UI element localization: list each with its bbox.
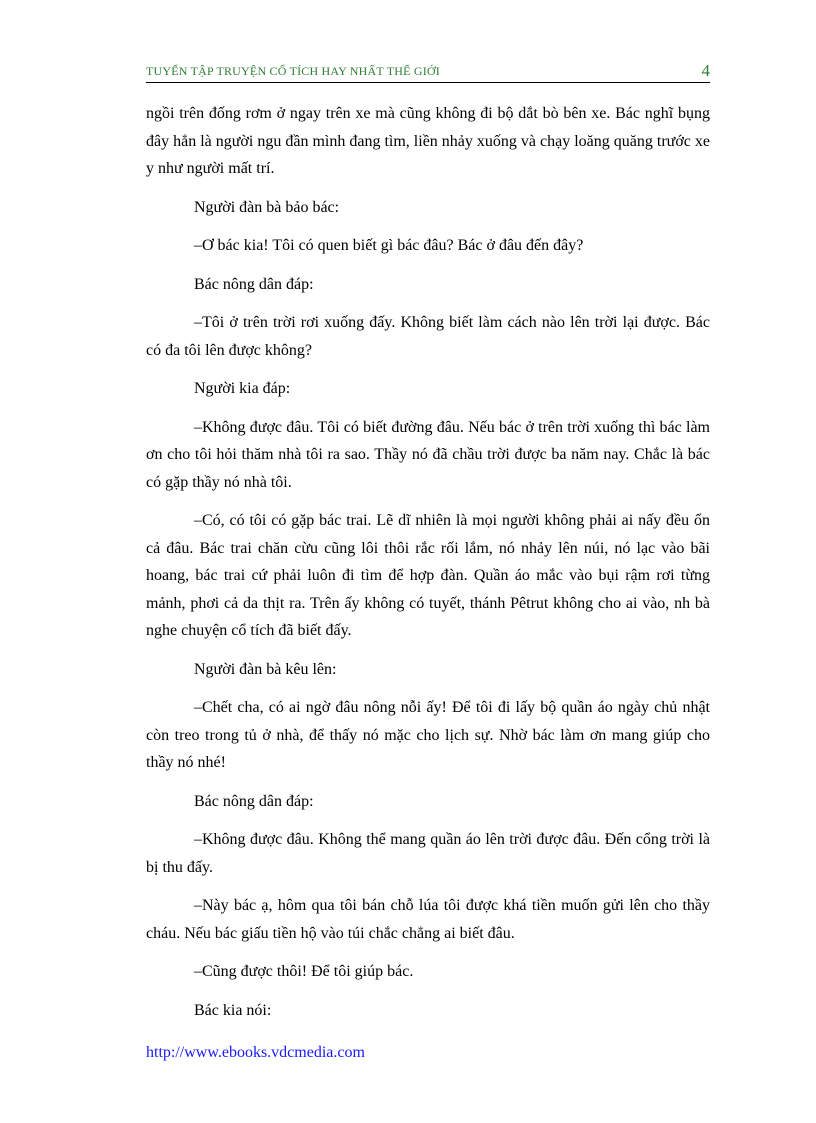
paragraph: –Ơ bác kia! Tôi có quen biết gì bác đâu? Bác ở đâu đến đây? — [194, 237, 584, 254]
book-title: TUYỂN TẬP TRUYỆN CỔ TÍCH HAY NHẤT THẾ GIỚI — [146, 64, 440, 78]
footer-url-link[interactable]: http://www.ebooks.vdcmedia.com — [146, 1044, 365, 1061]
paragraph: Bác nông dân đáp: — [194, 275, 314, 293]
paragraph: –Có, có tôi có gặp bác trai. Lẽ dĩ nhiên là mọi người không phải ai nấy đều ổn cả đâu. Bác trai chăn cừu cũng lôi thôi rắc rối lắm, nó nhảy lên núi, nó lạc vào bãi hoang, bác trai cứ phải luôn đi tìm để hợp đàn. Quần áo mắc vào bụi rậm rơi từng mảnh, phơi cả da thịt ra. Trên ấy không có tuyết, thánh Pêtrut không cho ai vào, nh bà nghe chuyện cổ tích đã biết đấy. — [146, 512, 710, 639]
paragraph: –Này bác ạ, hôm qua tôi bán chỗ lúa tôi được khá tiền muốn gửi lên cho thầy cháu. Nếu bác giấu tiền hộ vào túi chắc chẳng ai biết đâu. — [146, 897, 710, 942]
paragraph: Bác kia nói: — [194, 1001, 272, 1019]
paragraph: –Cũng được thôi! Để tôi giúp bác. — [194, 963, 414, 980]
paragraph: ngồi trên đống rơm ở ngay trên xe mà cũng không đi bộ dắt bò bên xe. Bác nghĩ bụng đây hẳn là người ngu đần mình đang tìm, liền nhảy xuống và chạy loăng quăng trước xe y như người mất trí. — [146, 105, 710, 177]
paragraph: Người đàn bà kêu lên: — [194, 660, 337, 678]
story-text — [146, 100, 710, 1035]
paragraph: –Không được đâu. Không thể mang quần áo lên trời được đâu. Đến cổng trời là bị thu đấy. — [146, 831, 710, 876]
page-header — [146, 60, 710, 83]
paragraph: Bác nông dân đáp: — [194, 792, 314, 810]
paragraph: –Chết cha, có ai ngờ đâu nông nỗi ấy! Để tôi đi lấy bộ quần áo ngày chủ nhật còn treo trong tủ ở nhà, để thấy nó mặc cho lịch sự. Nhờ bác làm ơn mang giúp cho thầy nó nhé! — [146, 699, 710, 771]
paragraph: Người đàn bà bảo bác: — [194, 198, 340, 216]
paragraph: Người kia đáp: — [194, 380, 291, 397]
paragraph: –Tôi ở trên trời rơi xuống đấy. Không biết làm cách nào lên trời lại được. Bác có đa tôi lên được không? — [146, 314, 710, 359]
paragraph: –Không được đâu. Tôi có biết đường đâu. Nếu bác ở trên trời xuống thì bác làm ơn cho tôi hỏi thăm nhà tôi ra sao. Thầy nó đã chầu trời được ba năm nay. Chắc là bác có gặp thầy nó nhà tôi. — [146, 418, 710, 491]
page-number: 4 — [701, 61, 710, 80]
